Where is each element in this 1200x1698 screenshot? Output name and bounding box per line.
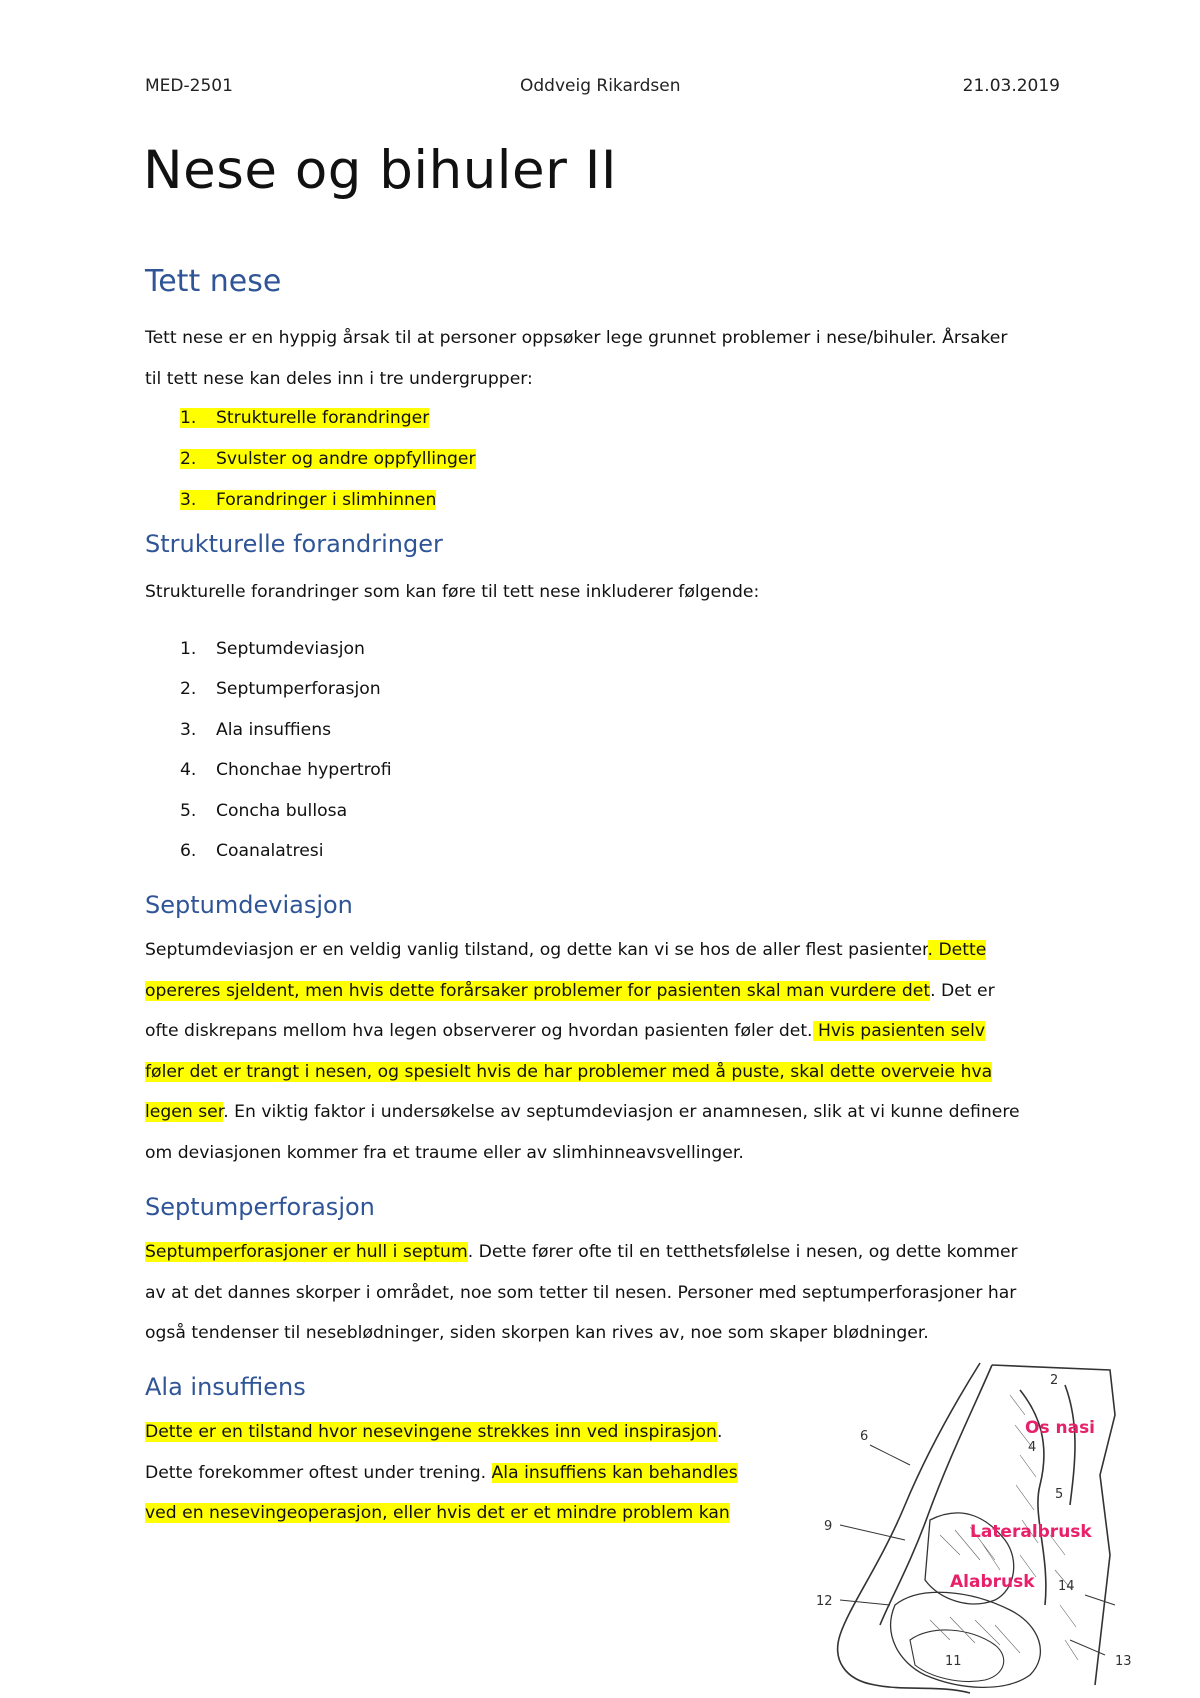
list-item-text: Strukturelle forandringer: [216, 408, 430, 428]
text-span: Septumdeviasjon er en veldig vanlig tilstand, og dette kan vi se hos de aller flest pasienter: [145, 940, 928, 960]
list-item-text: Ala insuffiens: [216, 720, 332, 740]
list-item-text: Concha bullosa: [216, 801, 348, 821]
list-item-number: 2.: [180, 679, 197, 699]
highlighted-text: . Dette: [927, 940, 987, 960]
heading-ala-insuffiens: Ala insuffiens: [145, 1373, 306, 1401]
document-title: Nese og bihuler II: [143, 140, 618, 201]
list-item-text: Forandringer i slimhinnen: [216, 490, 437, 510]
list-item: [180, 720, 331, 740]
list-item: [180, 449, 476, 469]
heading-tett-nese: Tett nese: [145, 264, 282, 299]
figure-number: 2: [1050, 1373, 1059, 1388]
figure-number: 12: [816, 1594, 833, 1609]
text-span: . Det er: [930, 980, 995, 1001]
paragraph-line: [145, 1453, 785, 1494]
list-item-text: Coanalatresi: [216, 841, 324, 861]
list-item-text: Septumperforasjon: [216, 679, 381, 699]
heading-strukturelle-forandringer: Strukturelle forandringer: [145, 530, 443, 558]
list-item-number: 5.: [180, 801, 197, 821]
highlighted-text: Septumperforasjoner er hull i septum: [145, 1242, 468, 1262]
figure-number: 11: [945, 1654, 962, 1669]
figure-number: 14: [1058, 1579, 1075, 1594]
tett-nese-intro: [145, 318, 1075, 399]
highlighted-text: opereres sjeldent, men hvis dette forårsaker problemer for pasienten skal man vurdere det: [145, 980, 931, 1001]
highlighted-text: Hvis pasienten selv: [812, 1021, 986, 1041]
highlighted-text: Ala insuffiens kan behandles: [491, 1462, 738, 1483]
highlighted-text: Dette er en tilstand hvor nesevingene strekkes inn ved inspirasjon: [145, 1422, 717, 1442]
paragraph-line: [145, 1133, 1075, 1174]
text-span: også tendenser til neseblødninger, siden skorpen kan rives av, noe som skaper blødninger.: [145, 1323, 929, 1343]
label-alabrusk: Alabrusk: [950, 1572, 1035, 1592]
heading-septumdeviasjon: Septumdeviasjon: [145, 891, 353, 919]
list-item-text: Svulster og andre oppfyllinger: [216, 449, 476, 469]
list-item: [180, 490, 436, 510]
paragraph-line: [145, 930, 1075, 971]
figure-number: 6: [860, 1429, 869, 1444]
highlighted-text: ved en nesevingeoperasjon, eller hvis det er et mindre problem kan: [145, 1503, 730, 1523]
text-span: ofte diskrepans mellom hva legen observerer og hvordan pasienten føler det.: [145, 1021, 813, 1041]
tett-nese-intro-line1: Tett nese er en hyppig årsak til at personer oppsøker lege grunnet problemer i nese/bihuler. Årsaker: [145, 328, 1008, 348]
tett-nese-intro-line2: til tett nese kan deles inn i tre undergrupper:: [145, 368, 533, 389]
paragraph-line: [145, 1273, 1075, 1314]
paragraph-line: [145, 1052, 1075, 1093]
text-span: av at det dannes skorper i området, noe som tetter til nesen. Personer med septumperforasjoner har: [145, 1282, 1017, 1303]
list-item: [180, 841, 324, 861]
text-span: Dette forekommer oftest under trening.: [145, 1462, 492, 1483]
list-item-number: 4.: [180, 760, 197, 780]
strukturelle-intro: [145, 572, 1075, 613]
ala-paragraph: [145, 1412, 785, 1534]
list-item-number: 1.: [180, 639, 197, 659]
list-item-number: 2.: [180, 449, 197, 469]
page-header: [145, 76, 1060, 100]
text-span: om deviasjonen kommer fra et traume eller av slimhinneavsvellinger.: [145, 1142, 744, 1163]
highlighted-text: føler det er trangt i nesen, og spesielt hvis de har problemer med å puste, skal dette overveie hva: [145, 1061, 993, 1082]
strukturelle-intro-text: Strukturelle forandringer som kan føre til tett nese inkluderer følgende:: [145, 582, 760, 602]
highlighted-text: legen ser: [145, 1102, 224, 1122]
text-span: . En viktig faktor i undersøkelse av septumdeviasjon er anamnesen, slik at vi kunne definere: [223, 1102, 1020, 1122]
list-item-text: Septumdeviasjon: [216, 639, 365, 659]
list-item-number: 3.: [180, 720, 197, 740]
text-span: . Dette fører ofte til en tetthetsfølelse i nesen, og dette kommer: [467, 1242, 1018, 1262]
list-item-text: Chonchae hypertrofi: [216, 760, 392, 780]
paragraph-line: [145, 1313, 1075, 1354]
text-span: .: [716, 1422, 723, 1442]
figure-number: 13: [1115, 1654, 1132, 1669]
list-item: [180, 408, 429, 428]
paragraph-line: [145, 1493, 785, 1534]
list-item: [180, 801, 347, 821]
septumdeviasjon-paragraph: [145, 930, 1075, 1173]
nose-anatomy-illustration: [810, 1355, 1140, 1695]
label-lateralbrusk: Lateralbrusk: [970, 1522, 1092, 1542]
figure-number: 5: [1055, 1487, 1064, 1502]
list-item: [180, 679, 381, 699]
label-os-nasi: Os nasi: [1025, 1418, 1096, 1438]
figure-number: 4: [1028, 1440, 1037, 1455]
header-author: Oddveig Rikardsen: [520, 76, 681, 96]
list-item-number: 1.: [180, 408, 197, 428]
list-item: [180, 760, 392, 780]
paragraph-line: [145, 971, 1075, 1012]
septumperforasjon-paragraph: [145, 1232, 1075, 1354]
list-item-number: 6.: [180, 841, 197, 861]
figure-number: 9: [824, 1519, 833, 1534]
paragraph-line: [145, 1232, 1075, 1273]
list-item-number: 3.: [180, 490, 197, 510]
paragraph-line: [145, 1011, 1075, 1052]
paragraph-line: [145, 1092, 1075, 1133]
header-course: MED-2501: [145, 76, 233, 96]
paragraph-line: [145, 1412, 785, 1453]
header-date: 21.03.2019: [962, 76, 1060, 96]
heading-septumperforasjon: Septumperforasjon: [145, 1193, 375, 1221]
list-item: [180, 639, 365, 659]
